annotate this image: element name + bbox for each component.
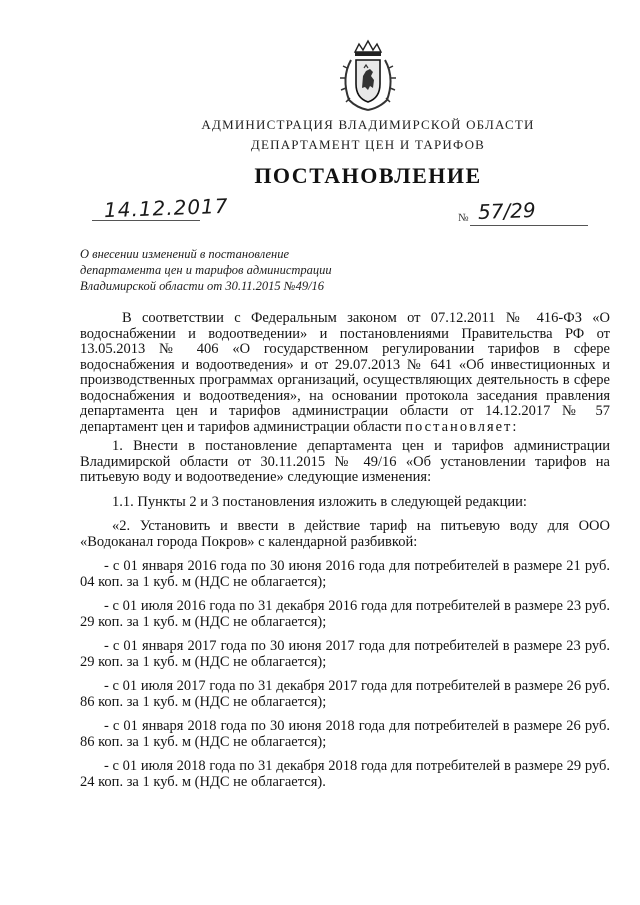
tariff-item: - с 01 января 2016 года по 30 июня 2016 года для потребителей в размере 21 руб. 04 коп. за 1 куб. м (НДС не облагается); [80, 558, 610, 590]
subject-line: департамента цен и тарифов администрации [80, 263, 332, 277]
coat-of-arms-icon [337, 38, 399, 112]
document-title: ПОСТАНОВЛЕНИЕ [254, 163, 482, 188]
item-1-paragraph: 1. Внести в постановление департамента цен и тарифов администрации Владимирской области от 30.11.2015 № 49/16 «Об установлении тарифов на питьевую воду и водоотведение» следующие изменения: [80, 438, 610, 485]
decree-word: постановляет: [405, 418, 519, 435]
tariff-item: - с 01 июля 2016 года по 31 декабря 2016 года для потребителей в размере 23 руб. 29 коп. за 1 куб. м (НДС не облагается); [80, 598, 610, 630]
preamble-text: В соответствии с Федеральным законом от 07.12.2011 № 416-ФЗ «О водоснабжении и водоотведении» и постановлениями Правительства РФ от 13.05.2013 № 406 «О государственном регулировании тарифов в сфере водоснабжения и водоотведения» и от 29.07.2013 № 641 «Об инвестиционных и производственных программах организаций, осуществляющих деятельность в сфере водоснабжения и водоотведения», на основании протокола заседания правления департамента цен и тарифов администрации области от 14.12.2017 № 57 департамент цен и тарифов администрации области [80, 310, 610, 435]
tariff-item: - с 01 января 2017 года по 30 июня 2017 года для потребителей в размере 23 руб. 29 коп. за 1 куб. м (НДС не облагается); [80, 638, 610, 670]
date-underline [92, 220, 200, 221]
tariff-item: - с 01 января 2018 года по 30 июня 2018 года для потребителей в размере 26 руб. 86 коп. за 1 куб. м (НДС не облагается); [80, 718, 610, 750]
organization-name: АДМИНИСТРАЦИЯ ВЛАДИМИРСКОЙ ОБЛАСТИ [201, 117, 535, 132]
tariff-item: - с 01 июля 2018 года по 31 декабря 2018 года для потребителей в размере 29 руб. 24 коп. за 1 куб. м (НДС не облагается). [80, 758, 610, 790]
document-body [80, 311, 610, 799]
preamble-paragraph [80, 311, 610, 435]
tariff-item: - с 01 июля 2017 года по 31 декабря 2017 года для потребителей в размере 26 руб. 86 коп. за 1 куб. м (НДС не облагается); [80, 678, 610, 710]
item-2-paragraph: «2. Установить и ввести в действие тариф на питьевую воду для ООО «Водоканал города Покров» с календарной разбивкой: [80, 518, 610, 550]
document-number: 57/29 [477, 198, 537, 224]
number-prefix: № [458, 212, 469, 224]
subject-line: Владимирской области от 30.11.2015 №49/16 [80, 279, 325, 293]
department-name: ДЕПАРТАМЕНТ ЦЕН И ТАРИФОВ [250, 137, 486, 152]
document-subject [80, 246, 400, 294]
item-1-1-paragraph: 1.1. Пункты 2 и 3 постановления изложить в следующей редакции: [112, 493, 527, 510]
number-underline [470, 225, 588, 226]
subject-line: О внесении изменений в постановление [80, 247, 290, 261]
document-date: 14.12.2017 [103, 193, 229, 223]
